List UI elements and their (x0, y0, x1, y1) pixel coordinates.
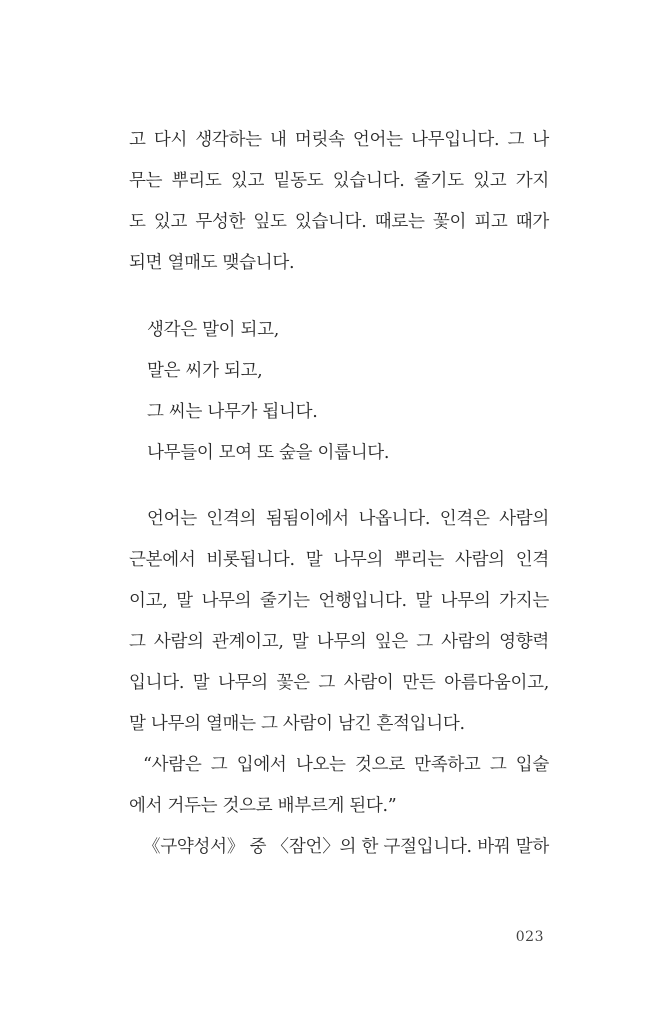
text-line: 언어는 인격의 됨됨이에서 나옵니다. 인격은 사람의 (147, 509, 549, 529)
poem-line: 생각은 말이 되고, (147, 320, 280, 340)
quote-line: “사람은 그 입에서 나오는 것으로 만족하고 그 입술 (143, 755, 549, 775)
text-line: 무는 뿌리도 있고 밑동도 있습니다. 줄기도 있고 가지 (129, 171, 549, 191)
paragraph-character (129, 499, 549, 868)
poem-line: 나무들이 모여 또 숲을 이룹니다. (147, 443, 390, 463)
paragraph-tree-language (129, 120, 549, 284)
poem-stanza (129, 310, 549, 474)
text-line: 《구약성서》 중 〈잠언〉의 한 구절입니다. 바꿔 말하 (143, 837, 549, 857)
poem-line: 말은 씨가 되고, (147, 361, 263, 381)
text-line: 근본에서 비롯됩니다. 말 나무의 뿌리는 사람의 인격 (129, 550, 549, 570)
text-line: 도 있고 무성한 잎도 있습니다. 때로는 꽃이 피고 때가 (129, 212, 549, 232)
text-line: 말 나무의 열매는 그 사람이 남긴 흔적입니다. (129, 714, 465, 734)
text-line: 그 사람의 관계이고, 말 나무의 잎은 그 사람의 영향력 (129, 632, 549, 652)
text-line: 입니다. 말 나무의 꽃은 그 사람이 만든 아름다움이고, (129, 673, 549, 693)
poem-line: 그 씨는 나무가 됩니다. (147, 402, 318, 422)
page-number: 023 (515, 929, 544, 945)
text-line: 되면 열매도 맺습니다. (129, 253, 295, 273)
text-line: 고 다시 생각하는 내 머릿속 언어는 나무입니다. 그 나 (129, 130, 549, 150)
quote-line: 에서 거두는 것으로 배부르게 된다.” (129, 796, 397, 816)
text-line: 이고, 말 나무의 줄기는 언행입니다. 말 나무의 가지는 (129, 591, 549, 611)
